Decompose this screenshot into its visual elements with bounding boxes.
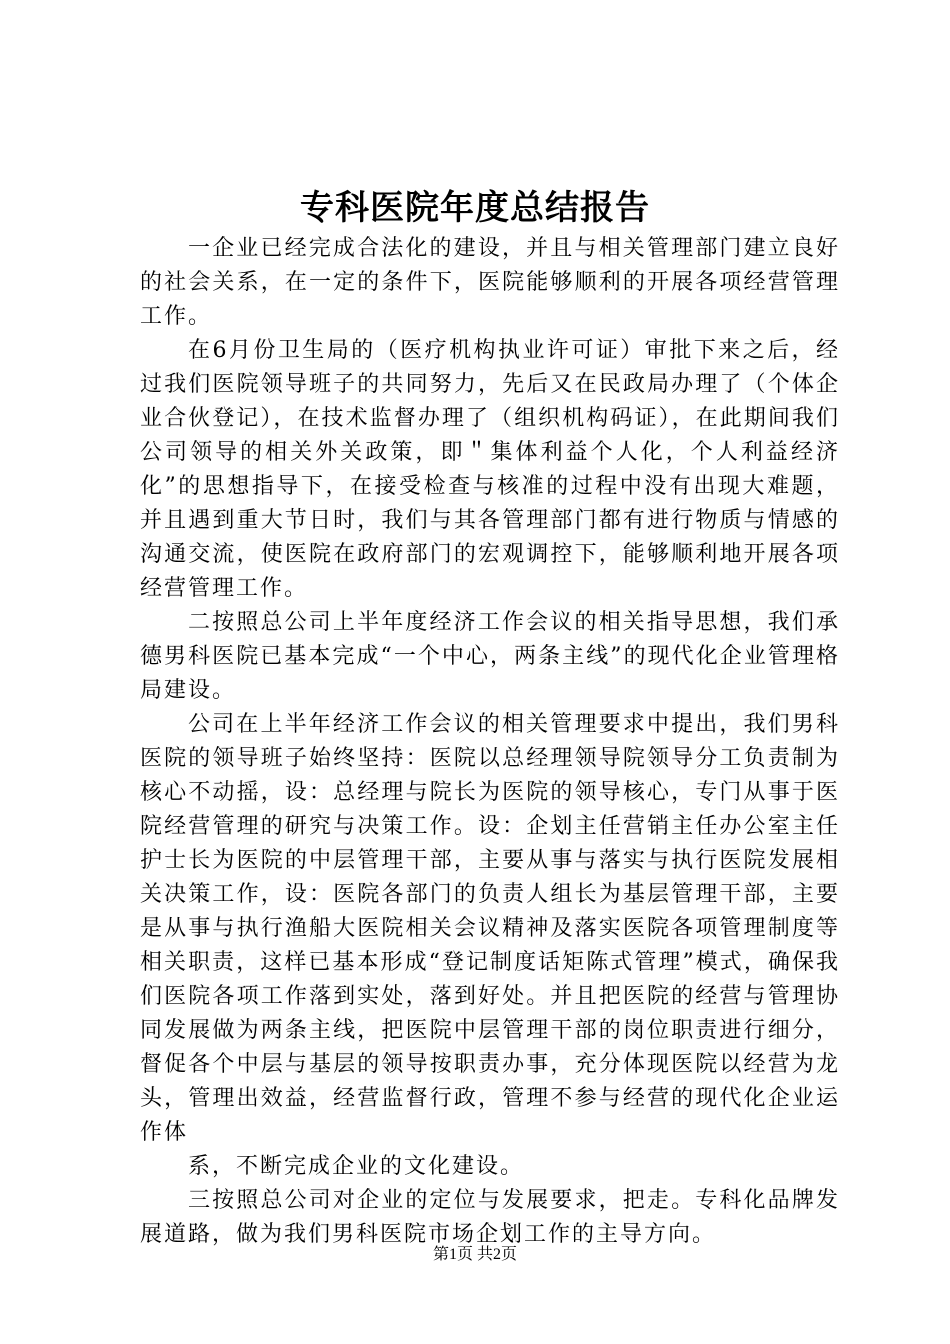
- paragraph-5: 系，不断完成企业的文化建设。: [188, 1154, 525, 1179]
- paragraph-4: 公司在上半年经济工作会议的相关管理要求中提出，我们男科医院的领导班子始终坚持：医院以总经理领导院领导分工负责制为核心不动摇，设：总经理与院长为医院的领导核心，专门从事于医院经营管理的研究与决策工作。设：企划主任营销主任办公室主任护士长为医院的中层管理干部，主要从事与落实与执行医院发展相关决策工作，设：医院各部门的负责人组长为基层管理干部，主要是从事与执行渔船大医院相关会议精神及落实医院各项管理制度等相关职责，这样已基本形成“登记制度话矩陈式管理”模式，确保我们医院各项工作落到实处，落到好处。并且把医院的经营与管理协同发展做为两条主线，把医院中层管理干部的岗位职责进行细分，督促各个中层与基层的领导按职责办事，充分体现医院以经营为龙头，管理出效益，经营监督行政，管理不参与经营的现代化企业运作体: [140, 712, 840, 1145]
- paragraph-2: 在6月份卫生局的（医疗机构执业许可证）审批下来之后，经过我们医院领导班子的共同努力，先后又在民政局办理了（个体企业合伙登记），在技术监督办理了（组织机构码证），在此期间我们公司领导的相关外关政策，即＂集体利益个人化，个人利益经济化”的思想指导下，在接受检查与核准的过程中没有出现大难题，并且遇到重大节日时，我们与其各管理部门都有进行物质与情感的沟通交流，使医院在政府部门的宏观调控下，能够顺利地开展各项经营管理工作。: [140, 338, 840, 601]
- paragraph-1: 一企业已经完成合法化的建设，并且与相关管理部门建立良好的社会关系，在一定的条件下，医院能够顺利的开展各项经营管理工作。: [140, 236, 840, 329]
- document-title: 专科医院年度总结报告: [300, 188, 650, 228]
- paragraph-6: 三按照总公司对企业的定位与发展要求，把走。专科化品牌发展道路，做为我们男科医院市场企划工作的主导方向。: [140, 1188, 840, 1247]
- page-number-footer: 第1页 共2页: [432, 1246, 517, 1263]
- paragraph-3: 二按照总公司上半年度经济工作会议的相关指导思想，我们承德男科医院已基本完成“一个中心，两条主线”的现代化企业管理格局建设。: [140, 610, 840, 703]
- document-body: [140, 232, 840, 1252]
